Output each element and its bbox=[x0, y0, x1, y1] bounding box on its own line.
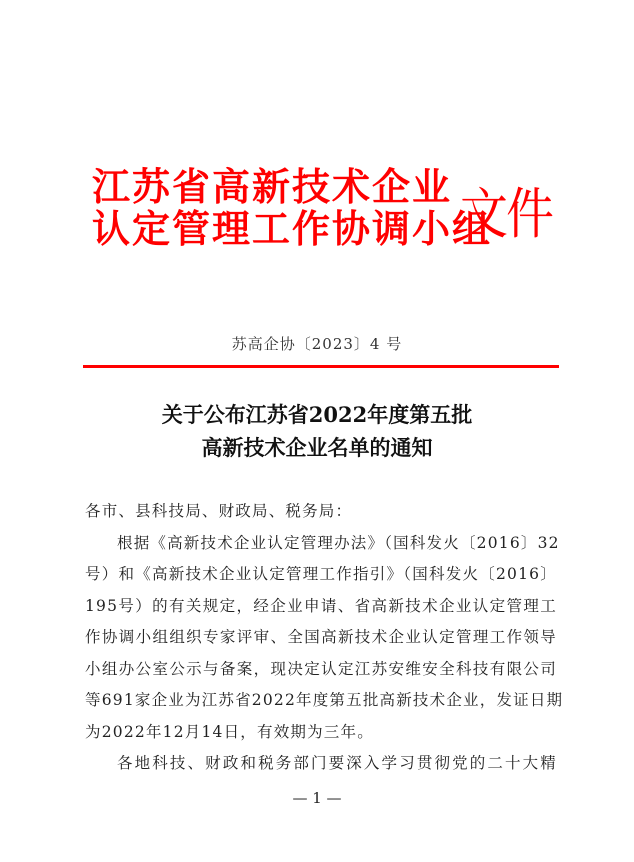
issuing-organization bbox=[92, 165, 493, 251]
body-line: 作协调小组组织专家评审、全国高新技术企业认定管理工作领导 bbox=[85, 628, 557, 646]
body-line: 195号）的有关规定，经企业申请、省高新技术企业认定管理工 bbox=[85, 596, 557, 615]
body-line: 各地科技、财政和税务部门要深入学习贯彻党的二十大精 bbox=[117, 754, 557, 772]
organization-line-1: 江苏省高新技术企业 bbox=[92, 165, 453, 209]
notice-title bbox=[0, 398, 634, 464]
title-line-1: 关于公布江苏省2022年度第五批 bbox=[161, 402, 473, 427]
salutation: 各市、县科技局、财政局、税务局： bbox=[85, 502, 353, 520]
title-line-2: 高新技术企业名单的通知 bbox=[201, 435, 433, 460]
page-number: — 1 — bbox=[292, 789, 342, 807]
organization-line-2: 认定管理工作协调小组 bbox=[92, 207, 493, 251]
notice-body bbox=[85, 496, 564, 780]
body-line: 等691家企业为江苏省2022年度第五批高新技术企业，发证日期 bbox=[85, 691, 564, 709]
body-line: 根据《高新技术企业认定管理办法》（国科发火〔2016〕32 bbox=[117, 533, 560, 552]
body-line: 号）和《高新技术企业认定管理工作指引》（国科发火〔2016〕 bbox=[85, 565, 557, 583]
document-number: 苏高企协〔2023〕4 号 bbox=[231, 335, 403, 353]
body-line: 小组办公室公示与备案，现决定认定江苏安维安全科技有限公司 bbox=[85, 659, 557, 678]
body-line: 为2022年12月14日，有效期为三年。 bbox=[85, 722, 374, 741]
document-label: 文件 bbox=[460, 182, 553, 247]
red-divider bbox=[83, 365, 559, 368]
